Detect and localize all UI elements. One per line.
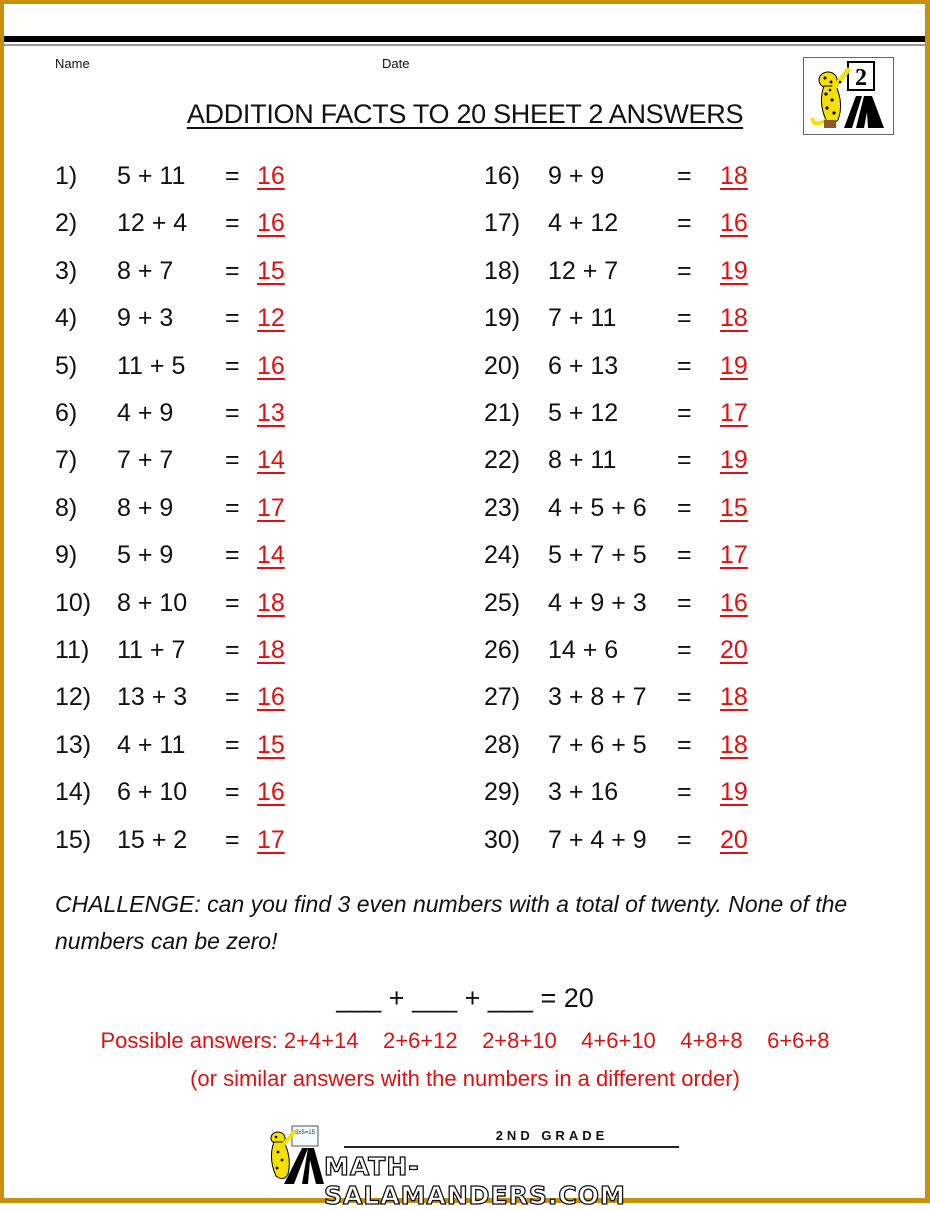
equals-sign: = [677,778,692,807]
equals-sign: = [225,446,240,475]
problem-answer: 16 [257,351,285,380]
problem-expression: 4 + 9 + 3 [548,588,647,617]
problem-answer: 17 [720,399,748,427]
footer-grade: 2ND GRADE [495,1128,609,1143]
svg-text:2: 2 [855,65,867,91]
problem-expression: 11 + 7 [117,636,186,664]
problem-number: 7) [55,446,78,475]
problem-row [484,206,804,240]
problem-number: 30) [484,825,521,854]
problem-expression: 4 + 11 [117,730,186,759]
problem-number: 8) [55,493,78,522]
problem-expression: 12 + 7 [548,256,619,285]
salamander-logo-icon [262,1124,332,1186]
equals-sign: = [225,162,240,190]
equals-sign: = [225,636,240,664]
problem-number: 23) [484,493,521,522]
grade-logo [803,57,894,135]
problem-row [55,775,375,809]
problem-number: 14) [55,778,92,807]
equals-sign: = [225,588,240,617]
problem-row [55,301,375,335]
problem-row [484,586,804,620]
svg-text:3x5=15: 3x5=15 [295,1130,315,1136]
equals-sign: = [677,588,692,617]
problem-number: 18) [484,256,521,285]
problem-row [484,349,804,383]
header-rule-thin [4,44,925,46]
problem-number: 15) [55,825,92,854]
date-label: Date [382,56,410,71]
footer-logo [262,1124,702,1210]
problem-answer: 18 [257,588,285,617]
problem-answer: 14 [257,446,285,475]
equals-sign: = [225,209,240,238]
problem-row [55,349,375,383]
problem-expression: 7 + 4 + 9 [548,825,647,854]
equals-sign: = [225,493,240,522]
equals-sign: = [225,825,240,854]
problem-expression: 8 + 10 [117,588,188,617]
problem-number: 2) [55,209,78,238]
problem-expression: 4 + 12 [548,209,619,238]
problem-row [55,254,375,288]
problem-row [55,206,375,240]
problem-row [484,633,804,667]
problem-row [484,728,804,762]
problem-number: 12) [55,683,92,712]
problem-answer: 19 [720,256,748,285]
problem-answer: 17 [720,541,748,570]
equals-sign: = [677,493,692,522]
problem-row [484,301,804,335]
equals-sign: = [677,209,692,238]
equals-sign: = [225,541,240,570]
possible-answers: Possible answers: 2+4+14 2+6+12 2+8+10 4+6+10 4+8+8 6+6+8 [100,1028,830,1053]
problem-expression: 12 + 4 [117,209,188,238]
problem-row [55,538,375,572]
problem-answer: 14 [257,541,285,570]
problem-row [484,491,804,525]
problem-answer: 16 [257,778,285,807]
problem-number: 25) [484,588,521,617]
problem-number: 10) [55,588,92,617]
salamander-easel-icon [804,58,893,134]
equals-sign: = [677,399,692,427]
equals-sign: = [225,683,240,712]
problem-answer: 19 [720,351,748,380]
problem-answer: 18 [720,304,748,333]
problem-row [484,823,804,857]
equals-sign: = [677,446,692,475]
problem-number: 24) [484,541,521,570]
page-title-text: ADDITION FACTS TO 20 SHEET 2 ANSWERS [186,99,744,129]
problem-number: 19) [484,304,521,333]
problem-number: 9) [55,541,78,570]
problem-answer: 20 [720,825,748,854]
problem-expression: 3 + 8 + 7 [548,683,647,712]
problem-expression: 8 + 7 [117,256,174,285]
problem-answer: 13 [257,399,285,427]
equals-sign: = [225,730,240,759]
equals-sign: = [677,162,692,190]
problem-number: 13) [55,730,92,759]
footer-rule [344,1146,679,1148]
problem-number: 27) [484,683,521,712]
problem-number: 4) [55,304,78,333]
problem-expression: 9 + 9 [548,162,605,190]
problem-answer: 18 [720,683,748,712]
problem-answer: 16 [720,588,748,617]
problem-row [55,396,375,430]
problem-row [55,633,375,667]
problem-answer: 16 [257,683,285,712]
problem-number: 28) [484,730,521,759]
name-label: Name [55,56,90,71]
problem-row [484,396,804,430]
equals-sign: = [225,399,240,427]
header-rule [4,36,925,42]
problem-answer: 20 [720,636,748,664]
equals-sign: = [677,351,692,380]
problem-number: 16) [484,162,521,190]
problem-number: 5) [55,351,78,380]
problem-number: 29) [484,778,521,807]
problem-row [55,680,375,714]
problem-answer: 17 [257,825,285,854]
equals-sign: = [677,304,692,333]
problem-expression: 15 + 2 [117,825,188,854]
problem-row [484,775,804,809]
problem-row [484,254,804,288]
problem-row [55,443,375,477]
problem-answer: 15 [720,493,748,522]
problem-answer: 16 [257,162,285,190]
problem-expression: 13 + 3 [117,683,188,712]
problem-row [484,159,804,193]
problem-number: 22) [484,446,521,475]
equals-sign: = [225,778,240,807]
problem-expression: 7 + 6 + 5 [548,730,647,759]
problem-number: 26) [484,636,521,664]
problem-number: 3) [55,256,78,285]
problem-expression: 5 + 9 [117,541,174,570]
problem-answer: 15 [257,730,285,759]
problem-expression: 9 + 3 [117,304,174,333]
problem-answer: 15 [257,256,285,285]
footer-site-name: MATH-SALAMANDERS.COM [324,1152,626,1210]
problem-expression: 4 + 5 + 6 [548,493,647,522]
equals-sign: = [677,636,692,664]
equals-sign: = [677,256,692,285]
problem-number: 17) [484,209,521,238]
problem-answer: 19 [720,446,748,475]
problem-row [55,586,375,620]
problem-expression: 14 + 6 [548,636,619,664]
problem-expression: 4 + 9 [117,399,174,427]
problem-number: 20) [484,351,521,380]
problem-expression: 3 + 16 [548,778,619,807]
page-title [0,99,930,130]
problem-answer: 19 [720,778,748,807]
problem-expression: 6 + 10 [117,778,188,807]
problem-expression: 7 + 7 [117,446,174,475]
problem-answer: 12 [257,304,285,333]
problem-answer: 16 [720,209,748,238]
problem-row [484,538,804,572]
equals-sign: = [677,825,692,854]
problem-expression: 5 + 12 [548,399,619,427]
problem-answer: 18 [257,636,285,664]
problem-expression: 6 + 13 [548,351,619,380]
equals-sign: = [677,730,692,759]
problem-number: 1) [55,162,78,190]
equals-sign: = [677,683,692,712]
problem-expression: 5 + 7 + 5 [548,541,647,570]
problem-expression: 8 + 11 [548,446,617,475]
problem-number: 21) [484,399,521,427]
problem-row [55,728,375,762]
problem-answer: 17 [257,493,285,522]
problem-number: 11) [55,636,90,664]
problem-row [484,443,804,477]
equals-sign: = [677,541,692,570]
problem-row [55,491,375,525]
problem-answer: 16 [257,209,285,238]
equals-sign: = [225,304,240,333]
challenge-text: CHALLENGE: can you find 3 even numbers with a total of twenty. None of the numbers can be zero! [55,891,848,954]
problem-expression: 5 + 11 [117,162,186,190]
problem-row [55,823,375,857]
problem-expression: 11 + 5 [117,351,186,380]
equals-sign: = [225,256,240,285]
equals-sign: = [225,351,240,380]
answers-note: (or similar answers with the numbers in a different order) [190,1066,740,1091]
problem-answer: 18 [720,730,748,759]
problem-expression: 8 + 9 [117,493,174,522]
problem-answer: 18 [720,162,748,190]
problem-row [484,680,804,714]
challenge-blank-equation: ___ + ___ + ___ = 20 [336,983,594,1013]
problem-number: 6) [55,399,78,427]
problem-expression: 7 + 11 [548,304,617,333]
problem-row [55,159,375,193]
